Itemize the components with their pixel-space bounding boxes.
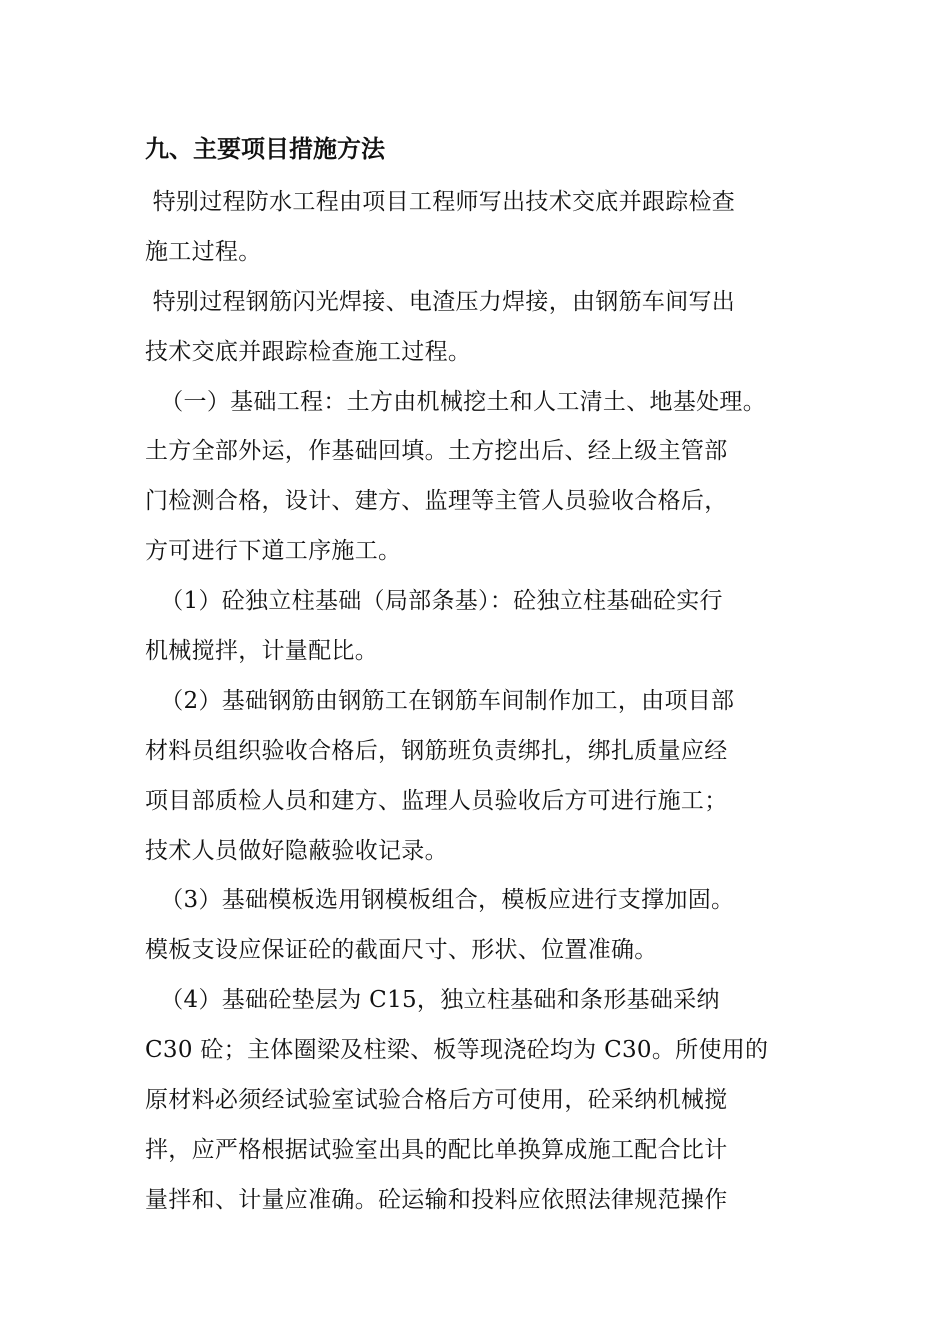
text-line: 技术交底并跟踪检查施工过程。	[145, 338, 472, 365]
text-line: C30 砼；主体圈梁及柱梁、板等现浇砼均为 C30。所使用的	[145, 1037, 769, 1064]
text-line: 拌，应严格根据试验室出具的配比单换算成施工配合比计	[145, 1136, 728, 1163]
text-line: 材料员组织验收合格后，钢筋班负责绑扎，绑扎质量应经	[145, 737, 728, 764]
text-line: （4）基础砼垫层为 C15，独立柱基础和条形基础采纳	[145, 987, 720, 1014]
text-line: 机械搅拌，计量配比。	[145, 638, 378, 665]
text-line: 模板支设应保证砼的截面尺寸、形状、位置准确。	[145, 937, 658, 964]
text-line: （一）基础工程：土方由机械挖土和人工清土、地基处理。	[145, 388, 767, 415]
body-text	[145, 178, 825, 1226]
text-line: 特别过程钢筋闪光焊接、电渣压力焊接，由钢筋车间写出	[145, 288, 736, 315]
text-line: 原材料必须经试验室试验合格后方可使用，砼采纳机械搅	[145, 1087, 728, 1114]
text-line: 项目部质检人员和建方、监理人员验收后方可进行施工；	[145, 787, 728, 814]
text-line: （1）砼独立柱基础（局部条基）：砼独立柱基础砼实行	[145, 588, 723, 615]
section-heading: 九、主要项目措施方法	[145, 134, 385, 163]
text-line: 特别过程防水工程由项目工程师写出技术交底并跟踪检查	[145, 189, 736, 215]
text-line: 施工过程。	[145, 238, 262, 265]
text-line: 技术人员做好隐蔽验收记录。	[145, 837, 448, 864]
text-line: 门检测合格，设计、建方、监理等主管人员验收合格后，	[145, 488, 728, 515]
text-line: （2）基础钢筋由钢筋工在钢筋车间制作加工，由项目部	[145, 687, 735, 714]
text-line: （3）基础模板选用钢模板组合，模板应进行支撑加固。	[145, 887, 735, 914]
text-line: 量拌和、计量应准确。砼运输和投料应依照法律规范操作	[145, 1186, 728, 1213]
text-line: 土方全部外运，作基础回填。土方挖出后、经上级主管部	[145, 438, 728, 465]
text-line: 方可进行下道工序施工。	[145, 538, 402, 565]
